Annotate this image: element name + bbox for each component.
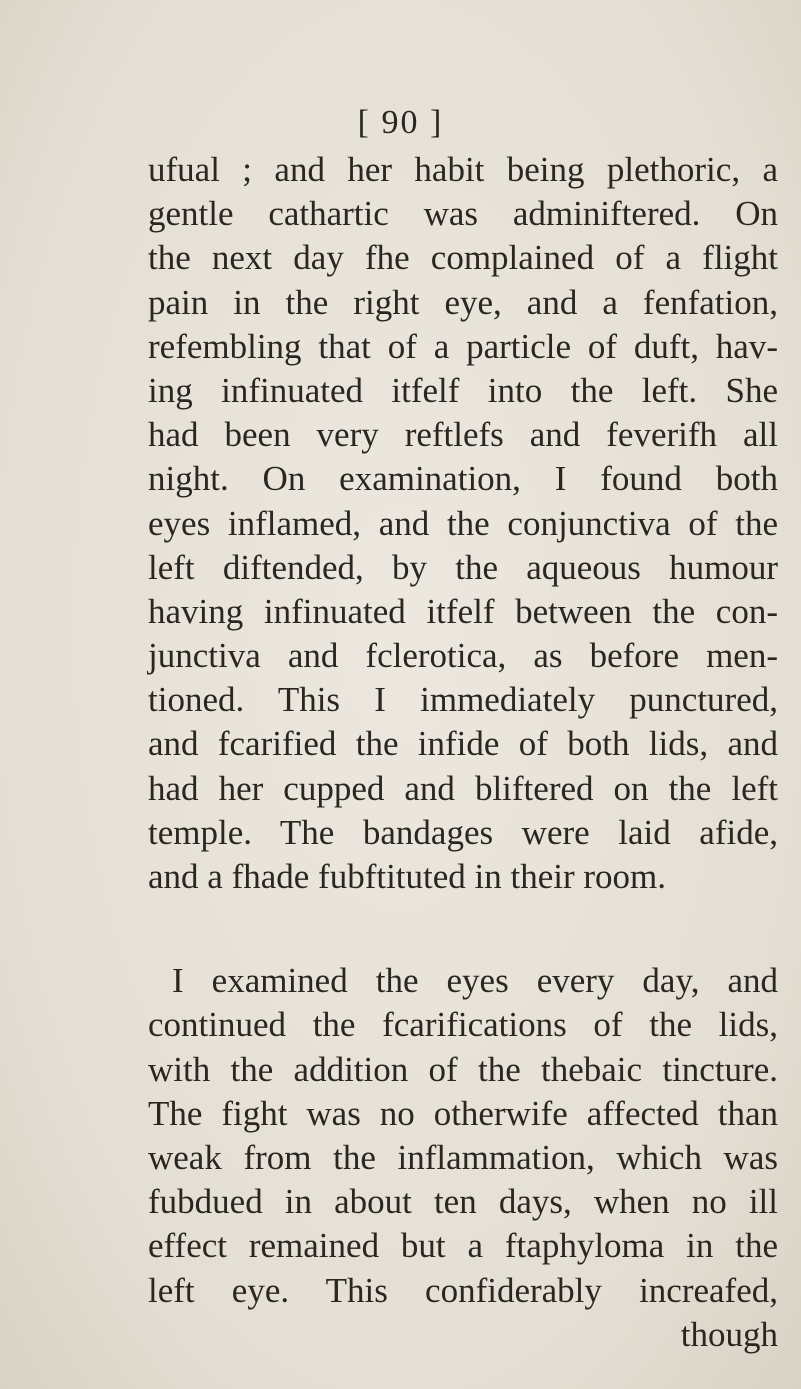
text-line: ufual ; and her habit being plethoric, a xyxy=(148,150,778,189)
text-line: having infinuated itfelf between the con- xyxy=(148,591,778,631)
text-line: left diftended, by the aqueous humour xyxy=(148,547,778,587)
text-line: had her cupped and bliftered on the left xyxy=(148,768,778,808)
text-line: the next day fhe complained of a flight xyxy=(148,238,778,278)
text-line: The fight was no otherwife affected than xyxy=(148,1093,778,1133)
text-line: and fcarified the infide of both lids, and xyxy=(148,724,778,764)
text-line: eyes inflamed, and the conjunctiva of the xyxy=(148,503,778,543)
page-number: [ 90 ] xyxy=(357,104,444,141)
text-line: weak from the inflammation, which was xyxy=(148,1137,778,1177)
text-line: tioned. This I immediately punctured, xyxy=(148,680,778,720)
text-line: I examined the eyes every day, and xyxy=(172,961,778,1001)
text-line: pain in the right eye, and a fenfation, xyxy=(148,282,778,322)
body-text xyxy=(148,148,778,1357)
text-line: continued the fcarifications of the lids, xyxy=(148,1005,778,1045)
text-line: night. On examination, I found both xyxy=(148,459,778,499)
text-line: with the addition of the thebaic tincture. xyxy=(148,1049,778,1089)
text-line: fubdued in about ten days, when no ill xyxy=(148,1182,778,1222)
text-line: refembling that of a particle of duft, hav- xyxy=(148,326,778,366)
text-line: had been very reftlefs and feverifh all xyxy=(148,415,778,455)
text-line: effect remained but a ftaphyloma in the xyxy=(148,1226,778,1266)
paragraph-2 xyxy=(148,959,778,1357)
text-line: left eye. This confiderably increafed, xyxy=(148,1270,778,1310)
text-line: temple. The bandages were laid afide, xyxy=(148,812,778,852)
text-line: gentle cathartic was adminiftered. On xyxy=(148,194,778,234)
text-line: junctiva and fclerotica, as before men- xyxy=(148,636,778,676)
paragraph-1 xyxy=(148,148,778,899)
text-line: and a fhade fubftituted in their room. xyxy=(148,857,667,896)
paragraph-gap xyxy=(148,899,778,959)
catchword: though xyxy=(680,1314,778,1354)
text-line: ing infinuated itfelf into the left. She xyxy=(148,370,778,410)
